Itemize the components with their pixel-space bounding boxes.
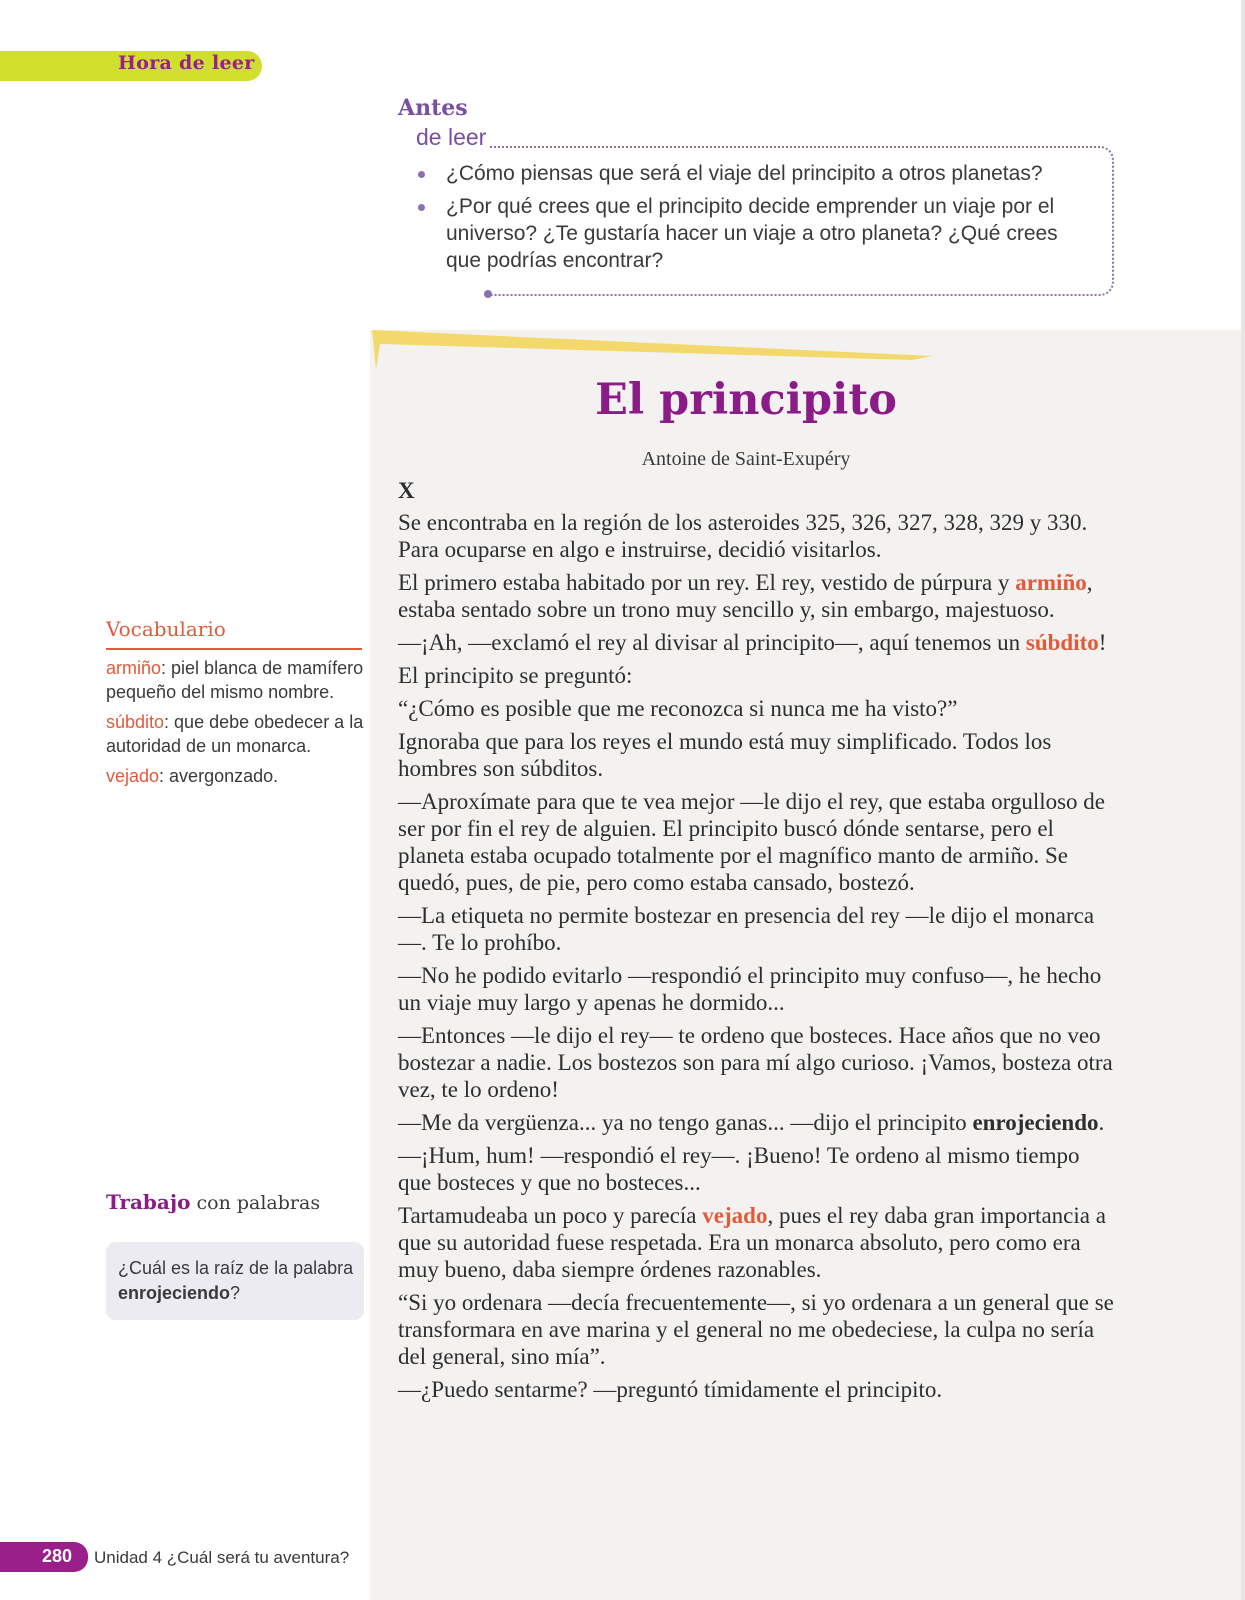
vocabulary-definition: : que debe obedecer a la autoridad de un monarca.	[106, 712, 364, 756]
question-item	[416, 193, 1096, 274]
before-reading-title: Antes	[398, 95, 468, 121]
story-paragraph: —No he podido evitarlo —respondió el principito muy confuso—, he hecho un viaje muy largo y apenas he dormido...	[398, 963, 1102, 1015]
story-paragraph	[398, 1202, 1118, 1283]
story-paragraph	[398, 569, 1118, 623]
vocab-highlight-armino: armiño	[1015, 570, 1087, 595]
text-run: , estaba sentado sobre un trono muy sencillo y, sin embargo, majestuoso.	[398, 570, 1093, 622]
text-run: !	[1098, 630, 1107, 655]
story-paragraph: —Entonces —le dijo el rey— te ordeno que bosteces. Hace años que no veo bostezar a nadie. Los bostezos son para mí algo curioso. ¡Vamos, bosteza otra vez, te lo ordeno!	[398, 1023, 1113, 1102]
before-reading-subtitle: de leer	[416, 124, 487, 150]
text-run: , pues el rey daba gran importancia a que su autoridad fuese respetada. Era un monarca absoluto, pero como era muy bueno, daba siempre órdenes razonables.	[398, 1203, 1106, 1282]
story-paragraph: —¿Puedo sentarme? —preguntó tímidamente el principito.	[398, 1377, 943, 1402]
story-paragraph: Ignoraba que para los reyes el mundo está muy simplificado. Todos los hombres son súbditos.	[398, 729, 1052, 781]
page-number: 280	[42, 1546, 73, 1566]
word-work-keyword: enrojeciendo	[118, 1283, 231, 1303]
vocabulary-definition: : piel blanca de mamífero pequeño del mismo nombre.	[106, 658, 364, 702]
word-work-title	[106, 1190, 320, 1214]
vocab-highlight-subdito: súbdito	[1025, 630, 1099, 655]
text-run: Tartamudeaba un poco y parecía	[398, 1203, 703, 1228]
vocabulary-divider	[106, 648, 362, 650]
story-body	[398, 509, 1118, 1409]
vocabulary-definition: : avergonzado.	[159, 766, 279, 786]
section-tab-label: Hora de leer	[118, 52, 255, 74]
sidebar-background	[0, 330, 370, 1600]
vocabulary-entry	[106, 656, 368, 704]
story-paragraph: —La etiqueta no permite bostezar en presencia del rey —le dijo el monarca—. Te lo prohíbo.	[398, 903, 1095, 955]
story-paragraph: “Si yo ordenara —decía frecuentemente—, si yo ordenara a un general que se transformara en ave marina y el general no me obedeciese, la culpa no sería del general, sino mía”.	[398, 1290, 1114, 1369]
page-edge	[1241, 0, 1245, 1600]
story-title: El principito	[595, 375, 897, 425]
story-paragraph	[398, 1109, 1118, 1136]
vocabulary-title: Vocabulario	[106, 617, 226, 641]
brush-stroke-decoration	[372, 330, 932, 375]
bullet-icon	[418, 204, 425, 211]
story-paragraph: El principito se preguntó:	[398, 663, 633, 688]
vocabulary-entry	[106, 710, 368, 758]
text-run: .	[1098, 1110, 1105, 1135]
vocabulary-entry	[106, 764, 368, 788]
text-run: El primero estaba habitado por un rey. El rey, vestido de púrpura y	[398, 570, 1016, 595]
word-highlight-enrojeciendo: enrojeciendo	[972, 1110, 1099, 1135]
question-text: ¿Cómo piensas que será el viaje del principito a otros planetas?	[446, 162, 1043, 185]
story-paragraph: —Aproxímate para que te vea mejor —le dijo el rey, que estaba orgulloso de ser por fin el rey de alguien. El principito buscó dónde sentarse, pero el planeta estaba ocupado totalmente por el magnífico manto de armiño. Se quedó, pues, de pie, pero como estaba cansado, bostezó.	[398, 789, 1106, 895]
word-work-title-rest: con palabras	[190, 1192, 321, 1214]
story-paragraph	[398, 629, 1118, 656]
bullet-icon	[418, 171, 425, 178]
frame-dot	[484, 290, 492, 298]
unit-label: Unidad 4 ¿Cuál será tu aventura?	[94, 1548, 350, 1567]
story-paragraph: —¡Hum, hum! —respondió el rey—. ¡Bueno! Te ordeno al mismo tiempo que bosteces y que no bosteces...	[398, 1143, 1080, 1195]
story-paragraph: “¿Cómo es posible que me reconozca si nunca me ha visto?”	[398, 696, 958, 721]
text-run: ¿Cuál es la raíz de la palabra	[118, 1258, 354, 1278]
chapter-number: X	[398, 478, 415, 503]
story-paragraph: Se encontraba en la región de los asteroides 325, 326, 327, 328, 329 y 330. Para ocuparse en algo e instruirse, decidió visitarlos.	[398, 510, 1088, 562]
vocabulary-term: súbdito	[106, 712, 165, 732]
text-run: —Me da vergüenza... ya no tengo ganas... —dijo el principito	[398, 1110, 973, 1135]
vocabulary-term: armiño	[106, 658, 162, 678]
question-item	[416, 160, 1096, 187]
before-reading-questions	[416, 160, 1096, 280]
vocab-highlight-vejado: vejado	[702, 1203, 768, 1228]
question-text: ¿Por qué crees que el principito decide emprender un viaje por el universo? ¿Te gustaría hacer un viaje a otro planeta? ¿Qué crees que podrías encontrar?	[446, 195, 1058, 272]
vocabulary-term: vejado	[106, 766, 160, 786]
text-run: —¡Ah, —exclamó el rey al divisar al principito—, aquí tenemos un	[398, 630, 1026, 655]
text-run: ?	[230, 1283, 241, 1303]
story-author: Antoine de Saint-Exupéry	[641, 448, 851, 470]
vocabulary-list	[106, 656, 368, 794]
word-work-title-strong: Trabajo	[106, 1190, 191, 1214]
word-work-question	[118, 1256, 358, 1306]
